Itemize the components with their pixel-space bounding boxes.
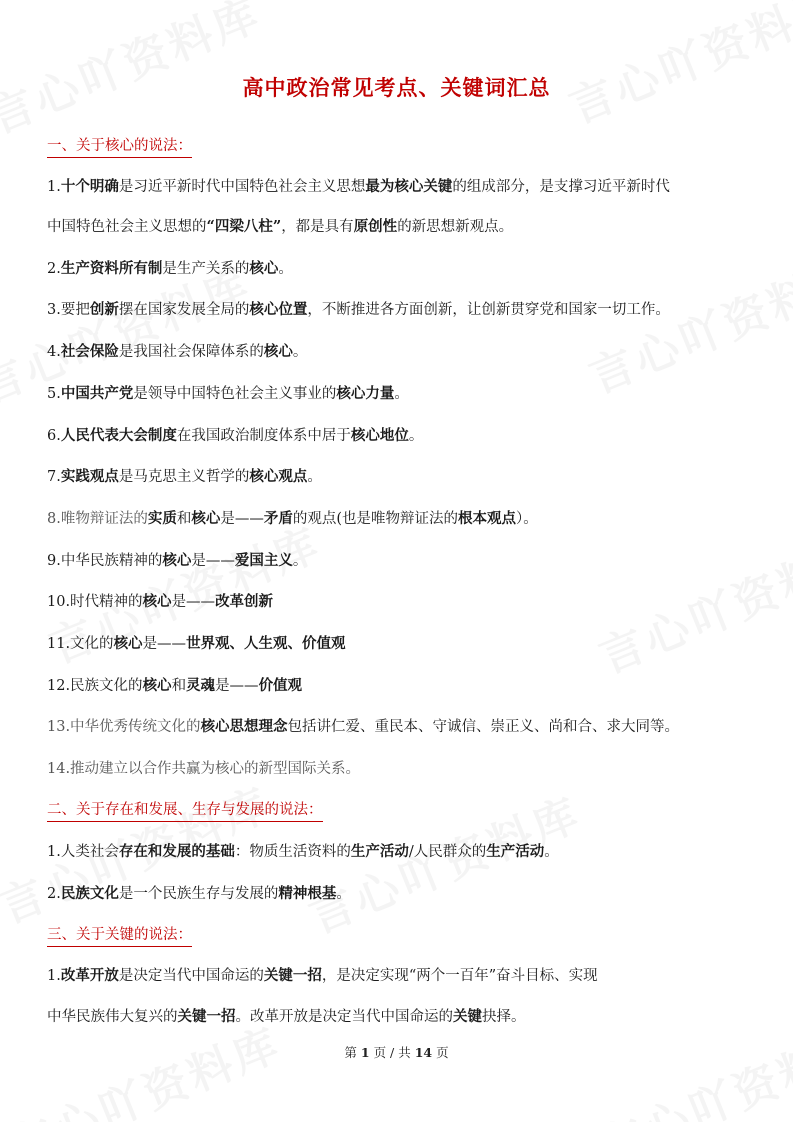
- current-page-number: 1: [360, 1045, 370, 1060]
- page-footer: 第 1 页 / 共 14 页: [344, 1045, 449, 1060]
- core-item-8: 8.唯物辩证法的实质和核心是——矛盾的观点(也是唯物辩证法的根本观点）。: [47, 510, 538, 527]
- section-heading-key: [47, 925, 757, 947]
- core-item-14: 14.推动建立以合作共赢为核心的新型国际关系。: [47, 761, 361, 777]
- core-item-13: 13.中华优秀传统文化的核心思想理念包括讲仁爱、重民本、守诚信、崇正义、尚和合、求大同等。: [47, 718, 680, 735]
- section-heading-text: 一、关于核心的说法：: [47, 136, 192, 158]
- core-item-9: 9.中华民族精神的核心是——爱国主义。: [47, 552, 308, 569]
- section-heading-core: [47, 136, 757, 158]
- existence-item-2: 2.民族文化是一个民族生存与发展的精神根基。: [47, 885, 351, 902]
- core-item-5: 5.中国共产党是领导中国特色社会主义事业的核心力量。: [47, 385, 409, 402]
- core-item-2: 2.生产资料所有制是生产关系的核心。: [47, 260, 293, 277]
- watermark-text: [558, 0, 793, 136]
- section-heading-text: 二、关于存在和发展、生存与发展的说法：: [47, 800, 323, 822]
- total-page-count: 14: [414, 1045, 433, 1060]
- core-item-1-line-2: 中国特色社会主义思想的“四梁八柱”，都是具有原创性的新思想新观点。: [47, 218, 514, 235]
- document-title: 高中政治常见考点、关键词汇总: [242, 75, 551, 100]
- section-heading-existence: [47, 800, 757, 822]
- key-item-1-line-2: 中华民族伟大复兴的关键一招。改革开放是决定当代中国命运的关键抉择。: [47, 1008, 526, 1025]
- core-item-12: 12.民族文化的核心和灵魂是——价值观: [47, 677, 303, 694]
- section-heading-text: 三、关于关键的说法：: [47, 925, 192, 947]
- core-item-1-line-1: 1.十个明确是习近平新时代中国特色社会主义思想最为核心关键的组成部分，是支撑习近平新时代: [47, 178, 670, 195]
- core-item-3: 3.要把创新摆在国家发展全局的核心位置，不断推进各方面创新，让创新贯穿党和国家一切工作。: [47, 301, 670, 318]
- core-item-4: 4.社会保险是我国社会保障体系的核心。: [47, 343, 308, 360]
- core-item-6: 6.人民代表大会制度在我国政治制度体系中居于核心地位。: [47, 427, 424, 444]
- core-item-10: 10.时代精神的核心是——改革创新: [47, 593, 274, 610]
- core-item-11: 11.文化的核心是——世界观、人生观、价值观: [47, 635, 346, 652]
- key-item-1-line-1: 1.改革开放是决定当代中国命运的关键一招，是决定实现“两个一百年”奋斗目标、实现: [47, 967, 598, 984]
- existence-item-1: 1.人类社会存在和发展的基础：物质生活资料的生产活动/人民群众的生产活动。: [47, 843, 559, 860]
- core-item-7: 7.实践观点是马克思主义哲学的核心观点。: [47, 468, 322, 485]
